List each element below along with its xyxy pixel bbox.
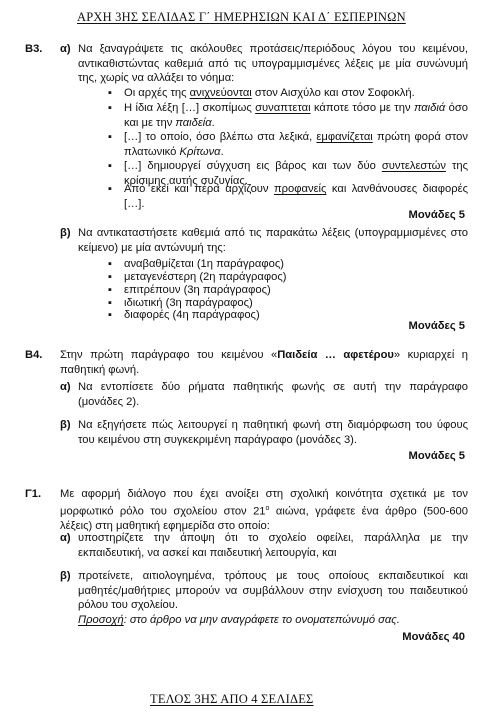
g1-a-text: υποστηρίζετε την άποψη ότι το σχολείο οφείλει, παράλληλα με την εκπαιδευτική, να ασκεί και παιδευτική λειτουργία, και xyxy=(78,532,468,559)
g1-b-text: προτείνετε, αιτιολογημένα, τρόπους με τους οποίους εκπαιδευτικοί και μαθητές/μαθήτριες μπορούν να συμβάλλουν στην ενίσχυση του παιδευτικού ρόλου του σχολείου. xyxy=(78,570,468,612)
marks-g1: Μονάδες 40 xyxy=(402,631,465,643)
g1-intro: Με αφορμή διάλογο που έχει ανοίξει στη σχολική κοινότητα σχετικά με τον μορφωτικό ρόλο του σχολείου στον $21^o$ αιώνα, γράφετε ένα άρθρο (500-600 λέξεις) στη μαθητική εφημερίδα στο οποίο: xyxy=(60,488,468,532)
b4-intro: Στην πρώτη παράγραφο του κειμένου «Παιδεία … αφετέρου» κυριαρχεί η παθητική φωνή. xyxy=(60,349,469,376)
b4-a-text: Να εντοπίσετε δύο ρήματα παθητικής φωνής σε αυτή την παράγραφο (μονάδες 2). xyxy=(78,381,468,408)
g1-a-label: α) xyxy=(60,532,71,544)
bullet-item: ▪ […] δημιουργεί σύγχυση εις βάρος και των δύο συντελεστών της κρίσιμης αυτής συζυγίας. xyxy=(124,159,468,188)
b4-b-text: Να εξηγήσετε πώς λειτουργεί η παθητική φωνή στη διαμόρφωση του ύφους του κειμένου στη συγκεκριμένη παράγραφο (μονάδες 3). xyxy=(78,419,468,446)
marks-b3a: Μονάδες 5 xyxy=(408,209,465,221)
b3-a-text: Να ξαναγράψετε τις ακόλουθες προτάσεις/περιόδους λόγου του κειμένου, αντικαθιστώντας καθεμιά από τις υπογραμμισμένες λέξεις με μία συνώνυμή της, χωρίς να αλλάξει το νόημα: xyxy=(78,43,468,85)
bullet-item: ▪ Οι αρχές της ανιχνεύονται στον Αισχύλο και στον Σοφοκλή. xyxy=(124,86,468,101)
antonym-item: ▪ διαφορές (4η παράγραφος) xyxy=(124,308,260,323)
antonym-item: ▪ μεταγενέστερη (2η παράγραφος) xyxy=(124,270,287,285)
b3-b-text: Να αντικαταστήσετε καθεμιά από τις παρακάτω λέξεις (υπογραμμισμένες στο κείμενο) με μία αντώνυμή της: xyxy=(78,227,468,254)
bullet-item: ▪ […] το οποίο, όσο βλέπω στα λεξικά, εμφανίζεται πρώτη φορά στον πλατωνικό Κρίτωνα. xyxy=(124,130,468,159)
b4-b-label: β) xyxy=(60,419,71,431)
g1-note: Προσοχή: στο άρθρο να μην αναγράφετε το ονοματεπώνυμό σας. xyxy=(78,614,400,626)
marks-b3b: Μονάδες 5 xyxy=(408,320,465,332)
b4-a-label: α) xyxy=(60,381,71,393)
g1-b-label: β) xyxy=(60,570,71,582)
page-header: ΑΡΧΗ 3ΗΣ ΣΕΛΙΔΑΣ Γ΄ ΗΜΕΡΗΣΙΩΝ ΚΑΙ Δ΄ ΕΣΠΕΡΙΝΩΝ xyxy=(77,10,406,24)
antonym-item: ▪ επιτρέπουν (3η παράγραφος) xyxy=(124,283,271,298)
page-footer: ΤΕΛΟΣ 3ΗΣ ΑΠΟ 4 ΣΕΛΙΔΕΣ xyxy=(150,692,314,706)
question-number-b3: Β3. xyxy=(25,43,43,55)
b3-b-label: β) xyxy=(60,227,71,239)
bullet-item: ▪ Από εκεί και πέρα αρχίζουν προφανείς και λανθάνουσες διαφορές […]. xyxy=(124,182,468,211)
antonym-item: ▪ αναβαθμίζεται (1η παράγραφος) xyxy=(124,257,284,272)
marks-b4: Μονάδες 5 xyxy=(408,450,465,462)
antonym-item: ▪ ιδιωτική (3η παράγραφος) xyxy=(124,296,253,311)
question-number-g1: Γ1. xyxy=(25,488,42,500)
question-number-b4: Β4. xyxy=(25,349,43,361)
bullet-item: ▪ Η ίδια λέξη […] σκοπίμως συναπτεται κάποτε τόσο με την παιδιά όσο και με την παιδεία. xyxy=(124,101,468,130)
b3-a-label: α) xyxy=(60,43,71,55)
